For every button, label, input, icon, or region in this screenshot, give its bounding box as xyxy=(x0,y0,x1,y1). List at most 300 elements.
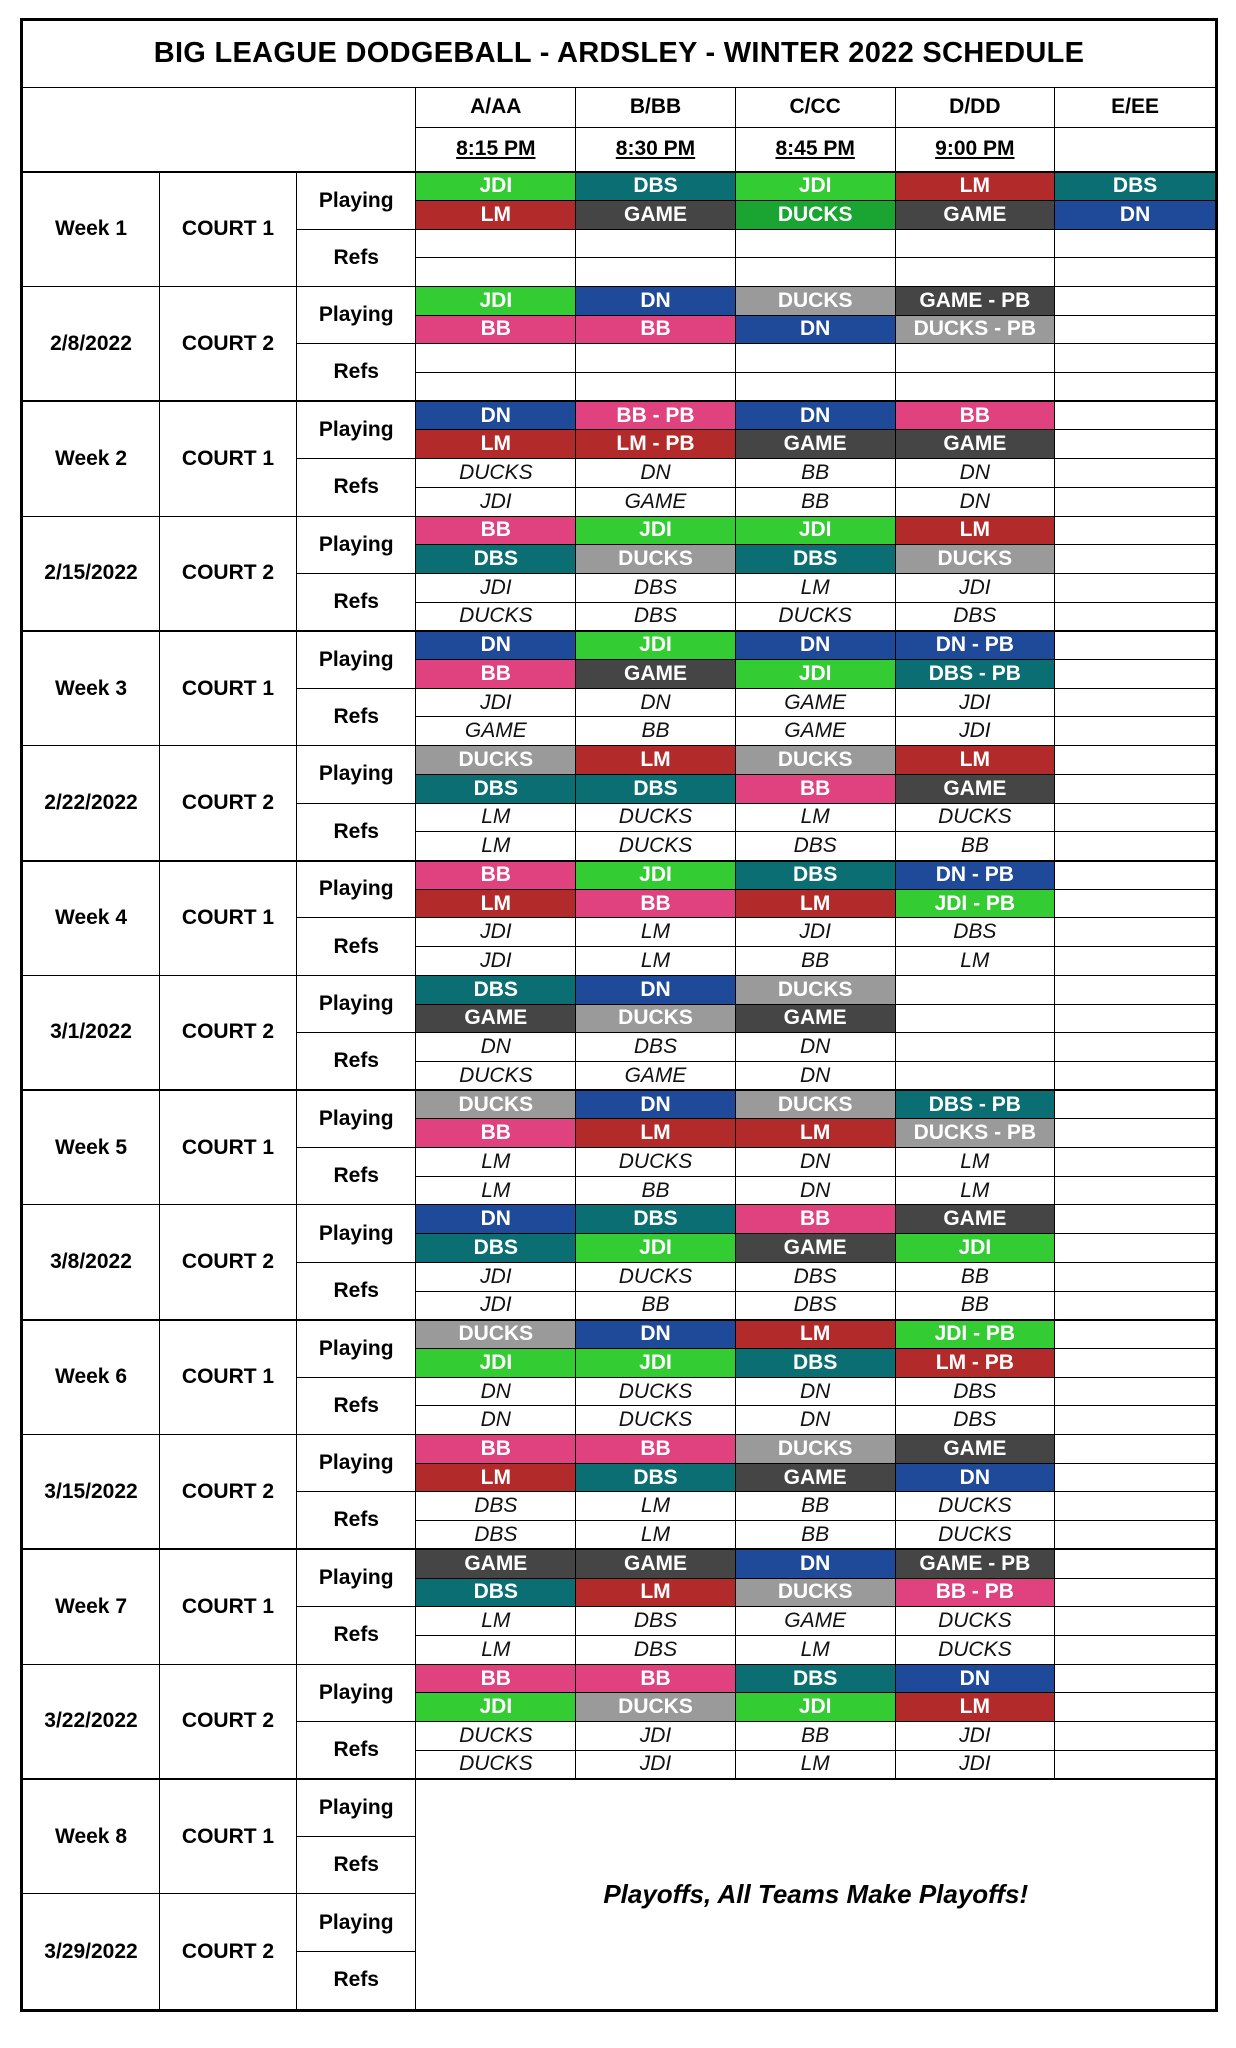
game-cell: DUCKS xyxy=(735,1578,895,1607)
game-cell xyxy=(1055,1090,1216,1119)
game-cell: DN - PB xyxy=(895,861,1055,890)
game-cell xyxy=(1055,1693,1216,1722)
game-cell: DN xyxy=(735,631,895,660)
game-cell: GAME xyxy=(735,1004,895,1033)
playing-label: Playing xyxy=(297,172,416,229)
ref-cell: DN xyxy=(735,1061,895,1090)
ref-cell xyxy=(895,229,1055,258)
playing-label: Playing xyxy=(297,286,416,343)
ref-cell: LM xyxy=(416,832,576,861)
week-label: Week 7 xyxy=(23,1549,160,1664)
playing-label: Playing xyxy=(297,1664,416,1721)
ref-cell: DUCKS xyxy=(895,1607,1055,1636)
ref-cell: LM xyxy=(735,1635,895,1664)
game-cell xyxy=(1055,889,1216,918)
game-cell xyxy=(1055,516,1216,545)
ref-cell xyxy=(895,1061,1055,1090)
game-cell: JDI xyxy=(576,1234,736,1263)
ref-cell xyxy=(1055,459,1216,488)
schedule-table xyxy=(22,20,1216,2010)
ref-cell: DUCKS xyxy=(576,1148,736,1177)
ref-cell xyxy=(1055,258,1216,287)
refs-label: Refs xyxy=(297,344,416,401)
ref-cell xyxy=(1055,602,1216,631)
game-cell: DUCKS xyxy=(735,286,895,315)
game-cell xyxy=(1055,430,1216,459)
game-cell: LM xyxy=(576,746,736,775)
game-cell: DUCKS - PB xyxy=(895,315,1055,344)
ref-cell: DUCKS xyxy=(895,1492,1055,1521)
time-header: 8:15 PM xyxy=(416,127,576,171)
ref-cell xyxy=(1055,1262,1216,1291)
game-cell: DBS xyxy=(416,1578,576,1607)
court-label: COURT 1 xyxy=(160,401,297,516)
ref-cell xyxy=(1055,918,1216,947)
refs-label: Refs xyxy=(297,1377,416,1434)
game-cell: DN xyxy=(735,401,895,430)
ref-cell xyxy=(1055,1722,1216,1751)
week-date: 3/15/2022 xyxy=(23,1435,160,1550)
game-cell: DN xyxy=(895,1664,1055,1693)
court-label: COURT 1 xyxy=(160,631,297,746)
playing-label: Playing xyxy=(297,1894,416,1951)
ref-cell: LM xyxy=(735,803,895,832)
ref-cell: DN xyxy=(735,1377,895,1406)
game-cell: DBS xyxy=(416,545,576,574)
ref-cell xyxy=(576,258,736,287)
ref-cell: BB xyxy=(735,487,895,516)
game-cell: BB - PB xyxy=(576,401,736,430)
game-cell: DUCKS xyxy=(735,200,895,229)
playing-label: Playing xyxy=(297,861,416,918)
game-cell: DN xyxy=(735,315,895,344)
ref-cell xyxy=(1055,1291,1216,1320)
ref-cell: DN xyxy=(895,459,1055,488)
ref-cell: DN xyxy=(895,487,1055,516)
ref-cell: DUCKS xyxy=(576,1406,736,1435)
week-label: Week 2 xyxy=(23,401,160,516)
game-cell: DUCKS xyxy=(735,975,895,1004)
week-date: 3/1/2022 xyxy=(23,975,160,1090)
ref-cell xyxy=(1055,1176,1216,1205)
ref-cell xyxy=(1055,1061,1216,1090)
ref-cell: JDI xyxy=(416,947,576,976)
game-cell xyxy=(1055,1348,1216,1377)
ref-cell: LM xyxy=(735,1750,895,1779)
game-cell: DUCKS xyxy=(416,1090,576,1119)
refs-label: Refs xyxy=(297,1607,416,1664)
game-cell: DUCKS xyxy=(576,1004,736,1033)
division-header: A/AA xyxy=(416,87,576,127)
playoffs-message: Playoffs, All Teams Make Playoffs! xyxy=(416,1779,1216,2010)
game-cell: BB xyxy=(576,315,736,344)
page-title: BIG LEAGUE DODGEBALL - ARDSLEY - WINTER 2022 SCHEDULE xyxy=(23,21,1216,88)
game-cell: DBS - PB xyxy=(895,1090,1055,1119)
ref-cell xyxy=(895,258,1055,287)
court-label: COURT 1 xyxy=(160,172,297,287)
game-cell xyxy=(1055,660,1216,689)
court-label: COURT 2 xyxy=(160,1664,297,1779)
game-cell xyxy=(1055,631,1216,660)
ref-cell: DBS xyxy=(576,573,736,602)
game-cell: LM xyxy=(416,1463,576,1492)
week-date: 3/8/2022 xyxy=(23,1205,160,1320)
ref-cell: DN xyxy=(576,688,736,717)
game-cell: DN xyxy=(576,975,736,1004)
ref-cell xyxy=(1055,373,1216,402)
ref-cell: DN xyxy=(416,1033,576,1062)
game-cell xyxy=(1055,1549,1216,1578)
ref-cell: DBS xyxy=(895,602,1055,631)
game-cell: DN xyxy=(416,401,576,430)
game-cell: DBS xyxy=(735,861,895,890)
game-cell: LM xyxy=(576,1578,736,1607)
game-cell xyxy=(1055,861,1216,890)
ref-cell: DBS xyxy=(895,1377,1055,1406)
game-cell: LM xyxy=(576,1119,736,1148)
game-cell: GAME xyxy=(576,200,736,229)
ref-cell xyxy=(735,258,895,287)
game-cell xyxy=(1055,315,1216,344)
ref-cell xyxy=(1055,947,1216,976)
game-cell xyxy=(1055,1435,1216,1464)
game-cell: JDI xyxy=(576,631,736,660)
ref-cell: DN xyxy=(735,1406,895,1435)
ref-cell xyxy=(416,229,576,258)
ref-cell: DUCKS xyxy=(576,1377,736,1406)
ref-cell xyxy=(416,258,576,287)
ref-cell xyxy=(1055,1750,1216,1779)
game-cell: BB xyxy=(416,516,576,545)
game-cell: LM xyxy=(416,200,576,229)
ref-cell xyxy=(1055,717,1216,746)
game-cell: DN xyxy=(576,286,736,315)
game-cell xyxy=(1055,545,1216,574)
refs-label: Refs xyxy=(297,1722,416,1779)
playing-label: Playing xyxy=(297,746,416,803)
court-label: COURT 1 xyxy=(160,1549,297,1664)
ref-cell xyxy=(576,373,736,402)
ref-cell: JDI xyxy=(895,1722,1055,1751)
ref-cell: DBS xyxy=(735,832,895,861)
ref-cell: LM xyxy=(416,1607,576,1636)
court-label: COURT 2 xyxy=(160,1435,297,1550)
ref-cell: DUCKS xyxy=(576,832,736,861)
ref-cell xyxy=(735,344,895,373)
ref-cell xyxy=(576,229,736,258)
game-cell: DBS xyxy=(576,172,736,201)
game-cell: GAME - PB xyxy=(895,1549,1055,1578)
game-cell: BB xyxy=(735,1205,895,1234)
game-cell: LM xyxy=(895,516,1055,545)
court-label: COURT 2 xyxy=(160,1894,297,2010)
header-blank xyxy=(23,87,416,172)
ref-cell: DBS xyxy=(735,1291,895,1320)
week-date: 2/8/2022 xyxy=(23,286,160,401)
ref-cell: DBS xyxy=(416,1521,576,1550)
ref-cell: LM xyxy=(416,1148,576,1177)
game-cell xyxy=(1055,401,1216,430)
ref-cell: LM xyxy=(576,947,736,976)
ref-cell xyxy=(1055,573,1216,602)
game-cell: BB xyxy=(416,315,576,344)
ref-cell: LM xyxy=(576,1521,736,1550)
division-header: B/BB xyxy=(576,87,736,127)
game-cell: DBS xyxy=(576,1205,736,1234)
game-cell: JDI xyxy=(416,286,576,315)
playing-label: Playing xyxy=(297,1779,416,1836)
ref-cell xyxy=(1055,1406,1216,1435)
game-cell: GAME xyxy=(895,774,1055,803)
game-cell: DN xyxy=(1055,200,1216,229)
game-cell: DBS xyxy=(735,1348,895,1377)
ref-cell: LM xyxy=(735,573,895,602)
ref-cell xyxy=(416,344,576,373)
playing-label: Playing xyxy=(297,1205,416,1262)
ref-cell: LM xyxy=(416,803,576,832)
ref-cell: BB xyxy=(576,717,736,746)
ref-cell: JDI xyxy=(416,688,576,717)
ref-cell: DBS xyxy=(576,1033,736,1062)
ref-cell: DUCKS xyxy=(895,803,1055,832)
game-cell xyxy=(1055,1320,1216,1349)
game-cell: BB xyxy=(576,1664,736,1693)
ref-cell xyxy=(576,344,736,373)
playing-label: Playing xyxy=(297,516,416,573)
ref-cell: LM xyxy=(416,1635,576,1664)
game-cell: DUCKS xyxy=(895,545,1055,574)
ref-cell: DBS xyxy=(735,1262,895,1291)
game-cell: DBS xyxy=(735,1664,895,1693)
game-cell xyxy=(1055,1119,1216,1148)
ref-cell: DBS xyxy=(416,1492,576,1521)
game-cell: DUCKS xyxy=(735,1090,895,1119)
game-cell: DBS xyxy=(416,1234,576,1263)
week-label: Week 5 xyxy=(23,1090,160,1205)
refs-label: Refs xyxy=(297,459,416,516)
game-cell: BB xyxy=(735,774,895,803)
refs-label: Refs xyxy=(297,573,416,630)
ref-cell: BB xyxy=(735,459,895,488)
game-cell: DN xyxy=(576,1090,736,1119)
playing-label: Playing xyxy=(297,1090,416,1147)
game-cell: LM xyxy=(895,172,1055,201)
court-label: COURT 1 xyxy=(160,1090,297,1205)
game-cell: JDI xyxy=(416,1348,576,1377)
ref-cell: DBS xyxy=(895,1406,1055,1435)
game-cell: DUCKS - PB xyxy=(895,1119,1055,1148)
ref-cell xyxy=(1055,1521,1216,1550)
ref-cell: DUCKS xyxy=(416,1722,576,1751)
time-header: 8:45 PM xyxy=(735,127,895,171)
game-cell xyxy=(895,975,1055,1004)
ref-cell: DUCKS xyxy=(416,1750,576,1779)
ref-cell: BB xyxy=(576,1176,736,1205)
week-label: Week 6 xyxy=(23,1320,160,1435)
ref-cell xyxy=(895,373,1055,402)
ref-cell: DUCKS xyxy=(416,459,576,488)
game-cell xyxy=(895,1004,1055,1033)
game-cell: LM xyxy=(895,746,1055,775)
game-cell: GAME xyxy=(735,430,895,459)
game-cell: JDI xyxy=(735,172,895,201)
ref-cell: DUCKS xyxy=(576,803,736,832)
game-cell: JDI xyxy=(416,1693,576,1722)
game-cell: BB xyxy=(416,861,576,890)
ref-cell: JDI xyxy=(416,487,576,516)
division-header: C/CC xyxy=(735,87,895,127)
ref-cell xyxy=(416,373,576,402)
game-cell: LM - PB xyxy=(576,430,736,459)
game-cell: DBS xyxy=(576,1463,736,1492)
week-date: 3/22/2022 xyxy=(23,1664,160,1779)
game-cell xyxy=(1055,1205,1216,1234)
ref-cell xyxy=(1055,1492,1216,1521)
game-cell xyxy=(1055,746,1216,775)
game-cell xyxy=(1055,1004,1216,1033)
game-cell: LM xyxy=(416,889,576,918)
playing-label: Playing xyxy=(297,401,416,458)
game-cell: DN xyxy=(895,1463,1055,1492)
ref-cell xyxy=(1055,229,1216,258)
game-cell: GAME xyxy=(576,1549,736,1578)
ref-cell: DBS xyxy=(576,1635,736,1664)
game-cell: DN xyxy=(576,1320,736,1349)
game-cell: DN - PB xyxy=(895,631,1055,660)
game-cell: LM xyxy=(895,1693,1055,1722)
game-cell: LM - PB xyxy=(895,1348,1055,1377)
ref-cell: DBS xyxy=(895,918,1055,947)
game-cell: GAME xyxy=(895,430,1055,459)
ref-cell: LM xyxy=(895,947,1055,976)
ref-cell: LM xyxy=(895,1148,1055,1177)
ref-cell: LM xyxy=(416,1176,576,1205)
game-cell: GAME - PB xyxy=(895,286,1055,315)
ref-cell: GAME xyxy=(416,717,576,746)
week-label: Week 1 xyxy=(23,172,160,287)
ref-cell xyxy=(1055,688,1216,717)
ref-cell: JDI xyxy=(895,717,1055,746)
game-cell: GAME xyxy=(735,1463,895,1492)
week-date: 2/15/2022 xyxy=(23,516,160,631)
game-cell: JDI - PB xyxy=(895,889,1055,918)
ref-cell xyxy=(895,1033,1055,1062)
game-cell: JDI xyxy=(576,861,736,890)
ref-cell xyxy=(735,373,895,402)
ref-cell: GAME xyxy=(735,717,895,746)
game-cell: BB - PB xyxy=(895,1578,1055,1607)
ref-cell: DUCKS xyxy=(576,1262,736,1291)
ref-cell: BB xyxy=(735,1492,895,1521)
playing-label: Playing xyxy=(297,1549,416,1606)
game-cell: LM xyxy=(735,1119,895,1148)
ref-cell: DUCKS xyxy=(416,1061,576,1090)
ref-cell: BB xyxy=(735,1722,895,1751)
game-cell xyxy=(1055,1664,1216,1693)
game-cell: DBS - PB xyxy=(895,660,1055,689)
division-header: E/EE xyxy=(1055,87,1216,127)
ref-cell: DUCKS xyxy=(895,1635,1055,1664)
game-cell: DUCKS xyxy=(576,1693,736,1722)
game-cell: BB xyxy=(416,1435,576,1464)
ref-cell xyxy=(1055,1635,1216,1664)
game-cell: DN xyxy=(735,1549,895,1578)
refs-label: Refs xyxy=(297,1262,416,1319)
game-cell: GAME xyxy=(895,200,1055,229)
ref-cell xyxy=(1055,1607,1216,1636)
ref-cell: DN xyxy=(416,1406,576,1435)
court-label: COURT 1 xyxy=(160,1320,297,1435)
game-cell: DBS xyxy=(576,774,736,803)
playing-label: Playing xyxy=(297,1435,416,1492)
ref-cell: BB xyxy=(895,1262,1055,1291)
week-date: 3/29/2022 xyxy=(23,1894,160,2010)
game-cell xyxy=(1055,975,1216,1004)
week-label: Week 4 xyxy=(23,861,160,976)
game-cell: JDI xyxy=(735,1693,895,1722)
playing-label: Playing xyxy=(297,631,416,688)
ref-cell: GAME xyxy=(735,1607,895,1636)
ref-cell: BB xyxy=(735,947,895,976)
ref-cell: JDI xyxy=(895,688,1055,717)
ref-cell xyxy=(1055,1033,1216,1062)
ref-cell: JDI xyxy=(416,573,576,602)
game-cell: GAME xyxy=(895,1435,1055,1464)
game-cell: DN xyxy=(416,1205,576,1234)
ref-cell: JDI xyxy=(895,573,1055,602)
ref-cell xyxy=(1055,1148,1216,1177)
game-cell: DBS xyxy=(1055,172,1216,201)
ref-cell: DUCKS xyxy=(735,602,895,631)
game-cell: GAME xyxy=(895,1205,1055,1234)
ref-cell: GAME xyxy=(735,688,895,717)
ref-cell: BB xyxy=(735,1521,895,1550)
ref-cell: DBS xyxy=(576,1607,736,1636)
game-cell: GAME xyxy=(576,660,736,689)
game-cell xyxy=(1055,286,1216,315)
ref-cell xyxy=(895,344,1055,373)
time-header: 9:00 PM xyxy=(895,127,1055,171)
game-cell: DUCKS xyxy=(576,545,736,574)
refs-label: Refs xyxy=(297,803,416,860)
court-label: COURT 2 xyxy=(160,746,297,861)
game-cell: LM xyxy=(735,1320,895,1349)
ref-cell: JDI xyxy=(416,1291,576,1320)
ref-cell: DUCKS xyxy=(416,602,576,631)
ref-cell: DN xyxy=(735,1033,895,1062)
playing-label: Playing xyxy=(297,975,416,1032)
week-date: 2/22/2022 xyxy=(23,746,160,861)
ref-cell: DN xyxy=(576,459,736,488)
game-cell: GAME xyxy=(416,1004,576,1033)
game-cell: BB xyxy=(416,660,576,689)
game-cell: DBS xyxy=(735,545,895,574)
refs-label: Refs xyxy=(297,229,416,286)
ref-cell: JDI xyxy=(895,1750,1055,1779)
ref-cell: BB xyxy=(576,1291,736,1320)
ref-cell: JDI xyxy=(416,1262,576,1291)
refs-label: Refs xyxy=(297,1951,416,2009)
ref-cell: DBS xyxy=(576,602,736,631)
game-cell: JDI xyxy=(735,516,895,545)
game-cell: DN xyxy=(416,631,576,660)
game-cell: JDI xyxy=(576,1348,736,1377)
game-cell: GAME xyxy=(416,1549,576,1578)
refs-label: Refs xyxy=(297,1492,416,1549)
ref-cell xyxy=(1055,803,1216,832)
ref-cell xyxy=(735,229,895,258)
court-label: COURT 2 xyxy=(160,1205,297,1320)
